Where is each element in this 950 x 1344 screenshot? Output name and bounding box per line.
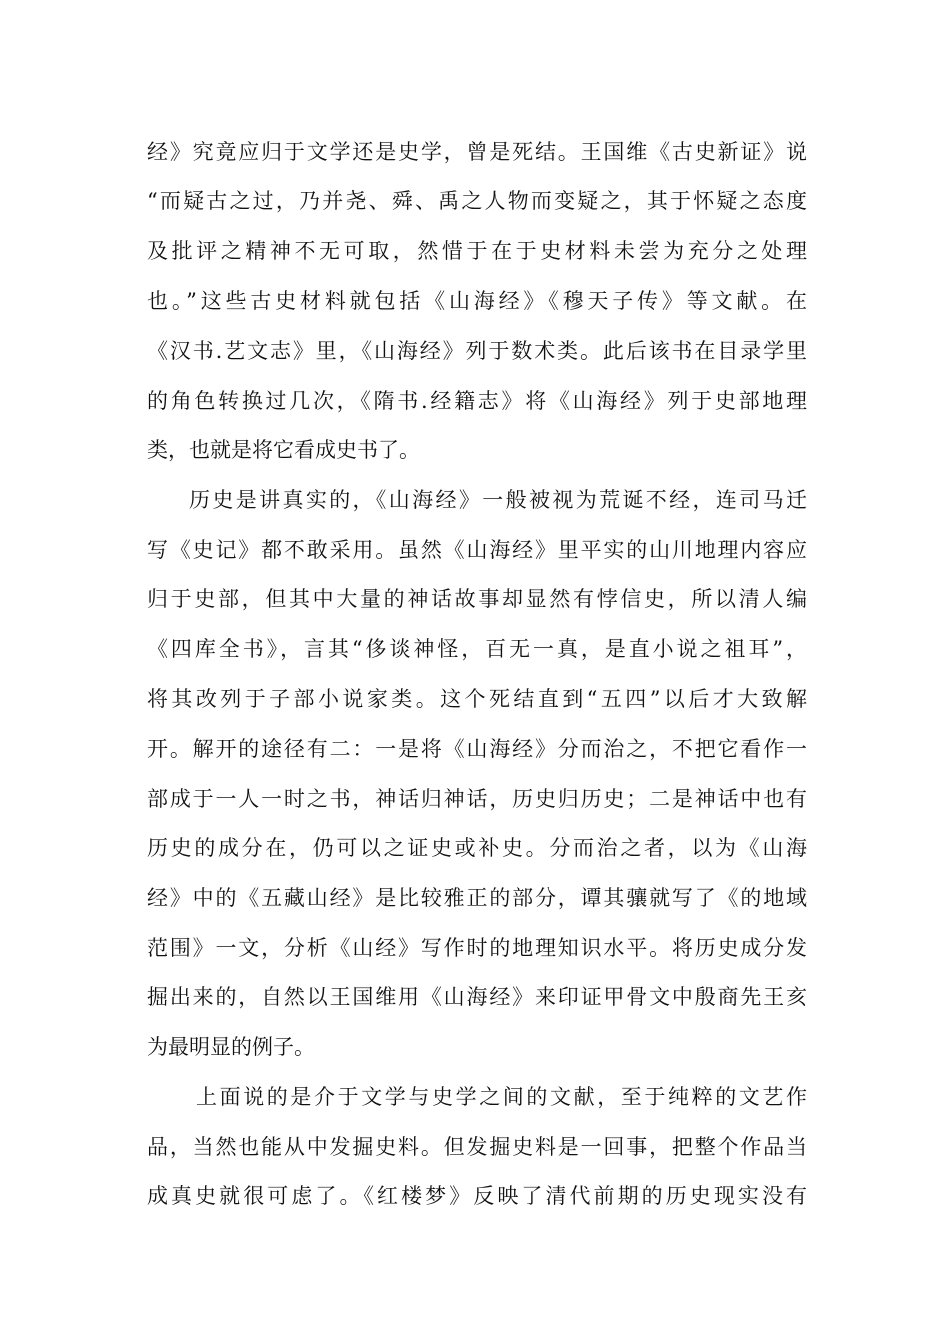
paragraph-3-first-line: 上面说的是介于文学与史学之间的文献，至于纯粹的文艺作 — [196, 1085, 807, 1109]
text-line-1: 经》究竟应归于文学还是史学，曾是死结。王国维《古史新证》说 — [147, 140, 807, 164]
text-line-4: 也。”这些古史材料就包括《山海经》《穆天子传》等文献。在 — [147, 289, 807, 313]
paragraph-2-first-line: 历史是讲真实的，《山海经》一般被视为荒诞不经，连司马迁 — [189, 488, 807, 512]
text-line-17: 范围》一文，分析《山经》写作时的地理知识水平。将历史成分发 — [147, 936, 807, 960]
text-line-7: 类，也就是将它看成史书了。 — [147, 438, 420, 462]
text-line-12: 将其改列于子部小说家类。这个死结直到“五四”以后才大致解 — [147, 687, 807, 711]
text-line-18: 掘出来的，自然以王国维用《山海经》来印证甲骨文中殷商先王亥 — [147, 985, 807, 1009]
text-line-13: 开。解开的途径有二：一是将《山海经》分而治之，不把它看作一 — [147, 737, 807, 761]
text-line-5: 《汉书.艺文志》里，《山海经》列于数术类。此后该书在目录学里 — [147, 339, 807, 363]
text-line-21: 品，当然也能从中发掘史料。但发掘史料是一回事，把整个作品当 — [147, 1135, 807, 1159]
text-line-9: 写《史记》都不敢采用。虽然《山海经》里平实的山川地理内容应 — [147, 538, 807, 562]
text-line-19: 为最明显的例子。 — [147, 1035, 315, 1059]
text-line-11: 《四库全书》，言其“侈谈神怪，百无一真，是直小说之祖耳”， — [147, 637, 807, 661]
text-line-3: 及批评之精神不无可取，然惜于在于史材料未尝为充分之处理 — [147, 239, 807, 263]
text-line-6: 的角色转换过几次，《隋书.经籍志》将《山海经》列于史部地理 — [147, 389, 807, 413]
text-line-10: 归于史部，但其中大量的神话故事却显然有悖信史，所以清人编 — [147, 587, 807, 611]
text-line-2: “而疑古之过，乃并尧、舜、禹之人物而变疑之，其于怀疑之态度 — [147, 189, 807, 213]
text-line-15: 历史的成分在，仍可以之证史或补史。分而治之者，以为《山海 — [147, 836, 807, 860]
text-line-16: 经》中的《五藏山经》是比较雅正的部分，谭其骧就写了《的地域 — [147, 886, 807, 910]
text-line-22: 成真史就很可虑了。《红楼梦》反映了清代前期的历史现实没有 — [147, 1184, 807, 1208]
text-line-14: 部成于一人一时之书，神话归神话，历史归历史；二是神话中也有 — [147, 787, 807, 811]
